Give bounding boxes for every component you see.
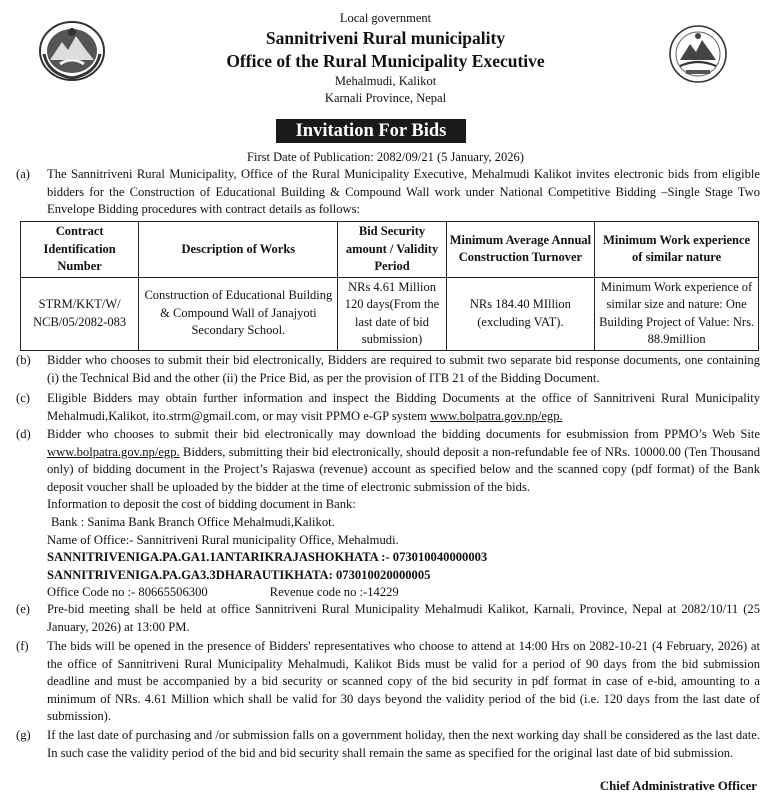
table-cell: NRs 4.61 Million 120 days(From the last date of bid submission)	[338, 277, 446, 350]
letterhead	[0, 10, 771, 107]
account-number-1: SANNITRIVENIGA.PA.GA1.1ANTARIKRAJASHOKHATA :- 073010040000003	[47, 550, 488, 565]
table-cell: STRM/KKT/W/ NCB/05/2082-083	[21, 277, 139, 350]
bank-info-heading: Information to deposit the cost of bidding document in Bank:	[47, 497, 356, 512]
table-header: Description of Works	[139, 222, 338, 278]
office-name: Office of the Rural Municipality Executive	[226, 51, 545, 71]
notice-title: Invitation For Bids	[276, 119, 466, 143]
paragraph-text	[47, 390, 760, 425]
paragraph-c	[16, 390, 760, 425]
paragraph-label: (g)	[16, 728, 31, 742]
paragraph-f	[16, 638, 760, 726]
table-header: Bid Security amount / Validity Period	[338, 222, 446, 278]
gov-label: Local government	[339, 11, 432, 25]
paragraph-text	[47, 426, 760, 496]
paragraph-label: (c)	[16, 391, 30, 405]
paragraph-d	[16, 426, 760, 602]
egp-link[interactable]: www.bolpatra.gov.np/egp.	[429, 408, 563, 423]
bank-name: Bank : Sanima Bank Branch Office Mehalmudi,Kalikot.	[51, 514, 335, 529]
paragraph-label: (b)	[16, 353, 31, 367]
paragraph-text: If the last date of purchasing and /or submission falls on a government holiday, then the next working day shall be considered as the last date. In such case the validity period of the bid and bid security shall remain the same as specified for the original last date of bid submission.	[47, 728, 760, 760]
table-cell: NRs 184.40 MIllion (excluding VAT).	[446, 277, 595, 350]
paragraph-label: (e)	[16, 602, 30, 616]
paragraph-a	[16, 166, 760, 219]
table-row	[21, 277, 759, 350]
municipality-name: Sannitriveni Rural municipality	[265, 28, 506, 48]
paragraph-e	[16, 601, 760, 636]
paragraph-label: (a)	[16, 167, 30, 181]
paragraph-label: (d)	[16, 427, 31, 441]
paragraph-text: Bidder who chooses to submit their bid electronically, Bidders are required to submit two separate bid response documents, one containing (i) the Technical Bid and the other (ii) the Price Bid, as per the provision of ITB 21 of the Bidding Document.	[47, 353, 760, 385]
paragraph-text-part: Eligible Bidders may obtain further information and inspect the Bidding Documents at the office of Sannitriveni Rural Municipality Mehalmudi,Kalikot, ito.strm@gmail.com, or may visit PPMO e-GP system	[47, 391, 760, 423]
revenue-code: Revenue code no :-14229	[269, 585, 399, 600]
table-header: Minimum Work experience of similar nature	[595, 222, 759, 278]
office-code: Office Code no :- 80665506300	[47, 585, 208, 600]
egp-link[interactable]: www.bolpatra.gov.np/egp.	[47, 444, 180, 459]
table-header: Contract Identification Number	[21, 222, 139, 278]
paragraph-text-part: Bidders, submitting their bid electronically, should deposit a non-refundable fee of NRs. 10000.00 (Ten Thousand only) of bidding document in the Project’s Rajaswa (revenue) account as specified below and the scanned copy (pdf format) of the Bank deposit voucher shall be uploaded by the bidder at the time of electronic submission of the bids.	[47, 444, 760, 494]
paragraph-text: The bids will be opened in the presence of Bidders' representatives who choose to attend at 14:00 Hrs on 2082-10-21 (4 February, 2026) at the office of Sannitriveni Rural Municipality Mehalmudi, Kalikot Bids must be valid for a period of 90 days from the bid submission deadline and must be accompanied by a bid security or scanned copy of the bid security in pdf format in case of e-bid, amounting to a minimum of NRs. 4.61 Million which shall be valid for 30 days beyond the validity period of the bid (i.e. 120 days from the last date of submission).	[47, 639, 760, 724]
signature-title: Chief Administrative Officer	[599, 779, 757, 793]
paragraph-b	[16, 352, 760, 387]
address-line-2: Karnali Province, Nepal	[324, 91, 447, 105]
table-header-row	[21, 222, 759, 278]
paragraph-text: The Sannitriveni Rural Municipality, Office of the Rural Municipality Executive, Mehalmudi Kalikot invites electronic bids from eligible bidders for the Construction of Educational Building & Compound Wall work under National Competitive Bidding –Single Stage Two Envelope Bidding procedures with contract details as follows:	[47, 167, 760, 217]
codes-line	[47, 584, 760, 602]
paragraph-text: Pre-bid meeting shall be held at office Sannitriveni Rural Municipality Mehalmudi Kalikot, Karnali, Province, Nepal at 2082/10/11 (25 January, 2026) at 13:00 PM.	[47, 602, 760, 634]
office-name-line: Name of Office:- Sannitriveni Rural municipality Office, Mehalmudi.	[47, 532, 399, 547]
publication-date: First Date of Publication: 2082/09/21 (5 January, 2026)	[247, 150, 524, 164]
paragraph-text-part: Bidder who chooses to submit their bid electronically may download the bidding documents for esubmission from PPMO’s Web Site	[47, 427, 760, 441]
contract-details-table	[20, 221, 759, 351]
table-cell: Minimum Work experience of similar size and nature: One Building Project of Value: Nrs. 88.9million	[595, 277, 759, 350]
address-line-1: Mehalmudi, Kalikot	[334, 74, 437, 88]
paragraph-g	[16, 727, 760, 762]
paragraph-label: (f)	[16, 639, 29, 653]
table-cell: Construction of Educational Building & Compound Wall of Janajyoti Secondary School.	[139, 277, 338, 350]
table-header: Minimum Average Annual Construction Turnover	[446, 222, 595, 278]
account-number-2: SANNITRIVENIGA.PA.GA3.3DHARAUTIKHATA: 073010020000005	[47, 567, 431, 582]
